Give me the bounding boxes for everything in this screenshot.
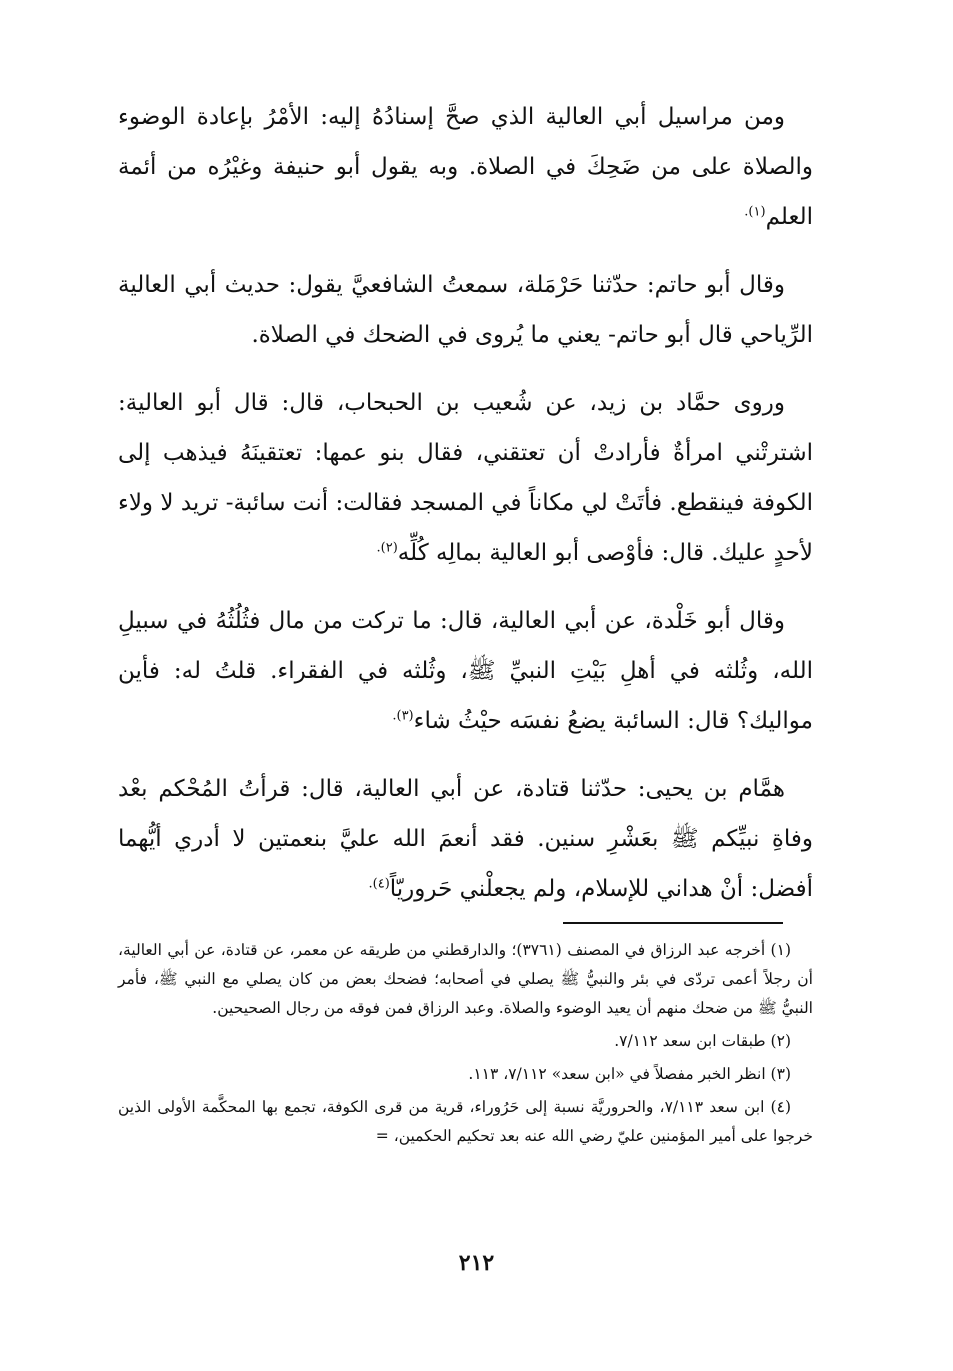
footnote-3: (٣) انظر الخبر مفصلاً في «ابن سعد» ٧/١١٢، ١١٣.: [468, 1065, 791, 1083]
footnote-ref-3: (٣).: [392, 708, 414, 724]
paragraph-text: همَّام بن يحيى: حدّثنا قتادة، عن أبي العالية، قال: قرأتُ المُحْكم بعْد وفاةِ نبيِّكم ﷺ بعَشْرِ سنين. فقد أنعمَ الله عليَّ بنعمتين لا أدري أيُّهما أفضل: أنْ هداني للإسلام، ولم يجعلْني حَروريّاً: [118, 776, 813, 902]
paragraph-4: [118, 596, 813, 746]
footnote-4: (٤) ابن سعد ٧/١١٣، والحروريَّة نسبة إلى حَرُوراء، قرية من قرى الكوفة، تجمع بها المحكَّمة الأولى الذين خرجوا على أمير المؤمنين عليّ رضي الله عنه بعد تحكيم الحكمين، =: [118, 1098, 813, 1145]
footnote-divider: [563, 922, 783, 924]
footnote-ref-4: (٤).: [368, 876, 390, 892]
footnote-ref-2: (٢).: [376, 540, 398, 556]
paragraph-text: وقال أبو خَلْدة، عن أبي العالية، قال: ما تركت من مال فثُلُثُهُ في سبيلِ الله، وثُلثه في أهلِ بَيْتِ النبيِّ ﷺ، وثُلثه في الفقراء. قلتُ له: فأين مواليك؟ قال: السائبة يضعُ نفسَه حيْثُ شاء: [118, 608, 813, 734]
footnote-ref-1: (١).: [744, 204, 766, 220]
paragraph-text: وقال أبو حاتم: حدّثنا حَرْمَلة، سمعتُ الشافعيَّ يقول: حديث أبي العالية الرِّياحي قال أبو حاتم- يعني ما يُروى في الضحك في الصلاة.: [118, 272, 813, 348]
footnote-2: (٢) طبقات ابن سعد ٧/١١٢.: [614, 1032, 791, 1050]
paragraph-2: [118, 260, 813, 360]
paragraph-1: [118, 92, 813, 242]
paragraph-3: [118, 378, 813, 578]
paragraph-5: [118, 764, 813, 914]
page-number: ٢١٢: [458, 1250, 495, 1276]
paragraph-text: ومن مراسيل أبي العالية الذي صحَّ إسنادُهُ إليه: الأمْرُ بإعادة الوضوء والصلاة على من ضَحِكَ في الصلاة. وبه يقول أبو حنيفة وغيْرُه من أئمة العلم: [118, 104, 813, 230]
footnotes: [118, 936, 813, 1155]
paragraph-text: وروى حمَّاد بن زيد، عن شُعيب بن الحبحاب، قال: قال أبو العالية: اشترتْني امرأةٌ فأرادتْ أن تعتقني، فقال بنو عمها: تعتقينَهُ فيذهب إلى الكوفة فينقطع. فأتَتْ لي مكاناً في المسجد فقالت: أنت سائبة- تريد لا ولاء لأحدٍ عليك. قال: فأوْصى أبو العالية بمالِه كُلِّه: [118, 390, 813, 566]
footnote-1: (١) أخرجه عبد الرزاق في المصنف (٣٧٦١)؛ والدارقطني من طريقه عن معمر، عن قتادة، عن أبي العالية، أن رجلاً أعمى تردّى في بئر والنبيُّ ﷺ يصلي في أصحابه؛ فضحك بعض من كان يصلي مع النبي ﷺ، فأمر النبيُّ ﷺ من ضحك منهم أن يعيد الوضوء والصلاة. وعبد الرزاق فمن فوقه من رجال الصحيحين.: [118, 941, 813, 1017]
main-text: [118, 92, 813, 932]
